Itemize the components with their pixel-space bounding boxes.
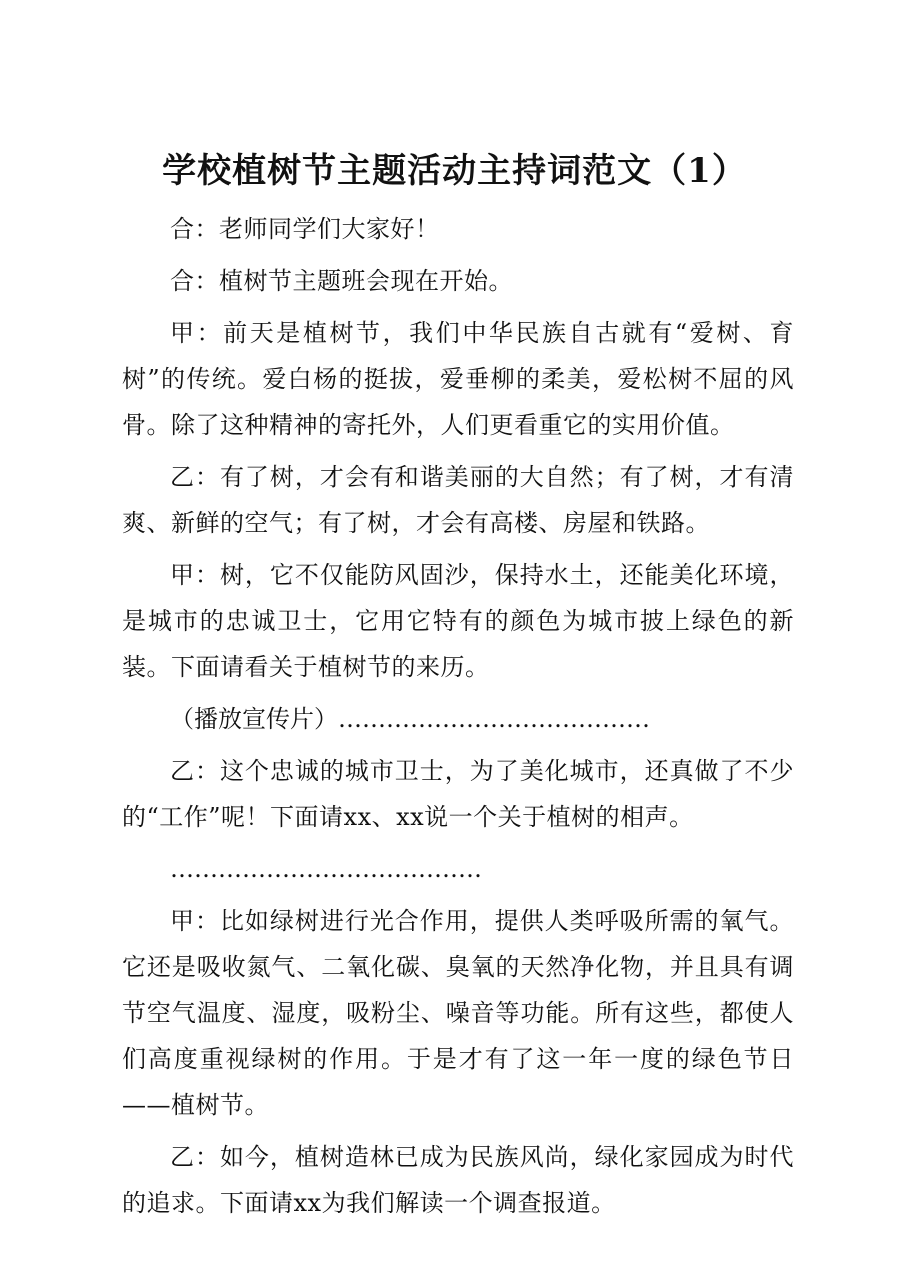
document-body (122, 206, 794, 1232)
paragraph-yi-2: 乙：这个忠诚的城市卫士，为了美化城市，还真做了不少的“工作”呢！下面请xx、xx说一个关于植树的相声。 (122, 757, 794, 831)
document-title: 学校植树节主题活动主持词范文（1） (162, 151, 747, 191)
paragraph-greeting: 合：老师同学们大家好！ (170, 215, 440, 243)
paragraph-opening: 合：植树节主题班会现在开始。 (170, 267, 513, 295)
paragraph-ellipsis: ………………………………… (170, 855, 482, 883)
paragraph-video: （播放宣传片）………………………………… (170, 705, 650, 733)
paragraph-jia-1: 甲：前天是植树节，我们中华民族自古就有“爱树、育树”的传统。爱白杨的挺拔，爱垂柳的柔美，爱松树不屈的风骨。除了这种精神的寄托外，人们更看重它的实用价值。 (122, 319, 794, 439)
paragraph-yi-3: 乙：如今，植树造林已成为民族风尚，绿化家园成为时代的追求。下面请xx为我们解读一个调查报道。 (122, 1143, 794, 1217)
paragraph-jia-3: 甲：比如绿树进行光合作用，提供人类呼吸所需的氧气。它还是吸收氮气、二氧化碳、臭氧的天然净化物，并且具有调节空气温度、湿度，吸粉尘、噪音等功能。所有这些，都使人们高度重视绿树的作用。于是才有了这一年一度的绿色节日——植树节。 (122, 907, 794, 1119)
paragraph-jia-2: 甲：树，它不仅能防风固沙，保持水土，还能美化环境，是城市的忠诚卫士，它用它特有的颜色为城市披上绿色的新装。下面请看关于植树节的来历。 (122, 561, 794, 681)
paragraph-yi-1: 乙：有了树，才会有和谐美丽的大自然；有了树，才有清爽、新鲜的空气；有了树，才会有高楼、房屋和铁路。 (122, 463, 794, 537)
